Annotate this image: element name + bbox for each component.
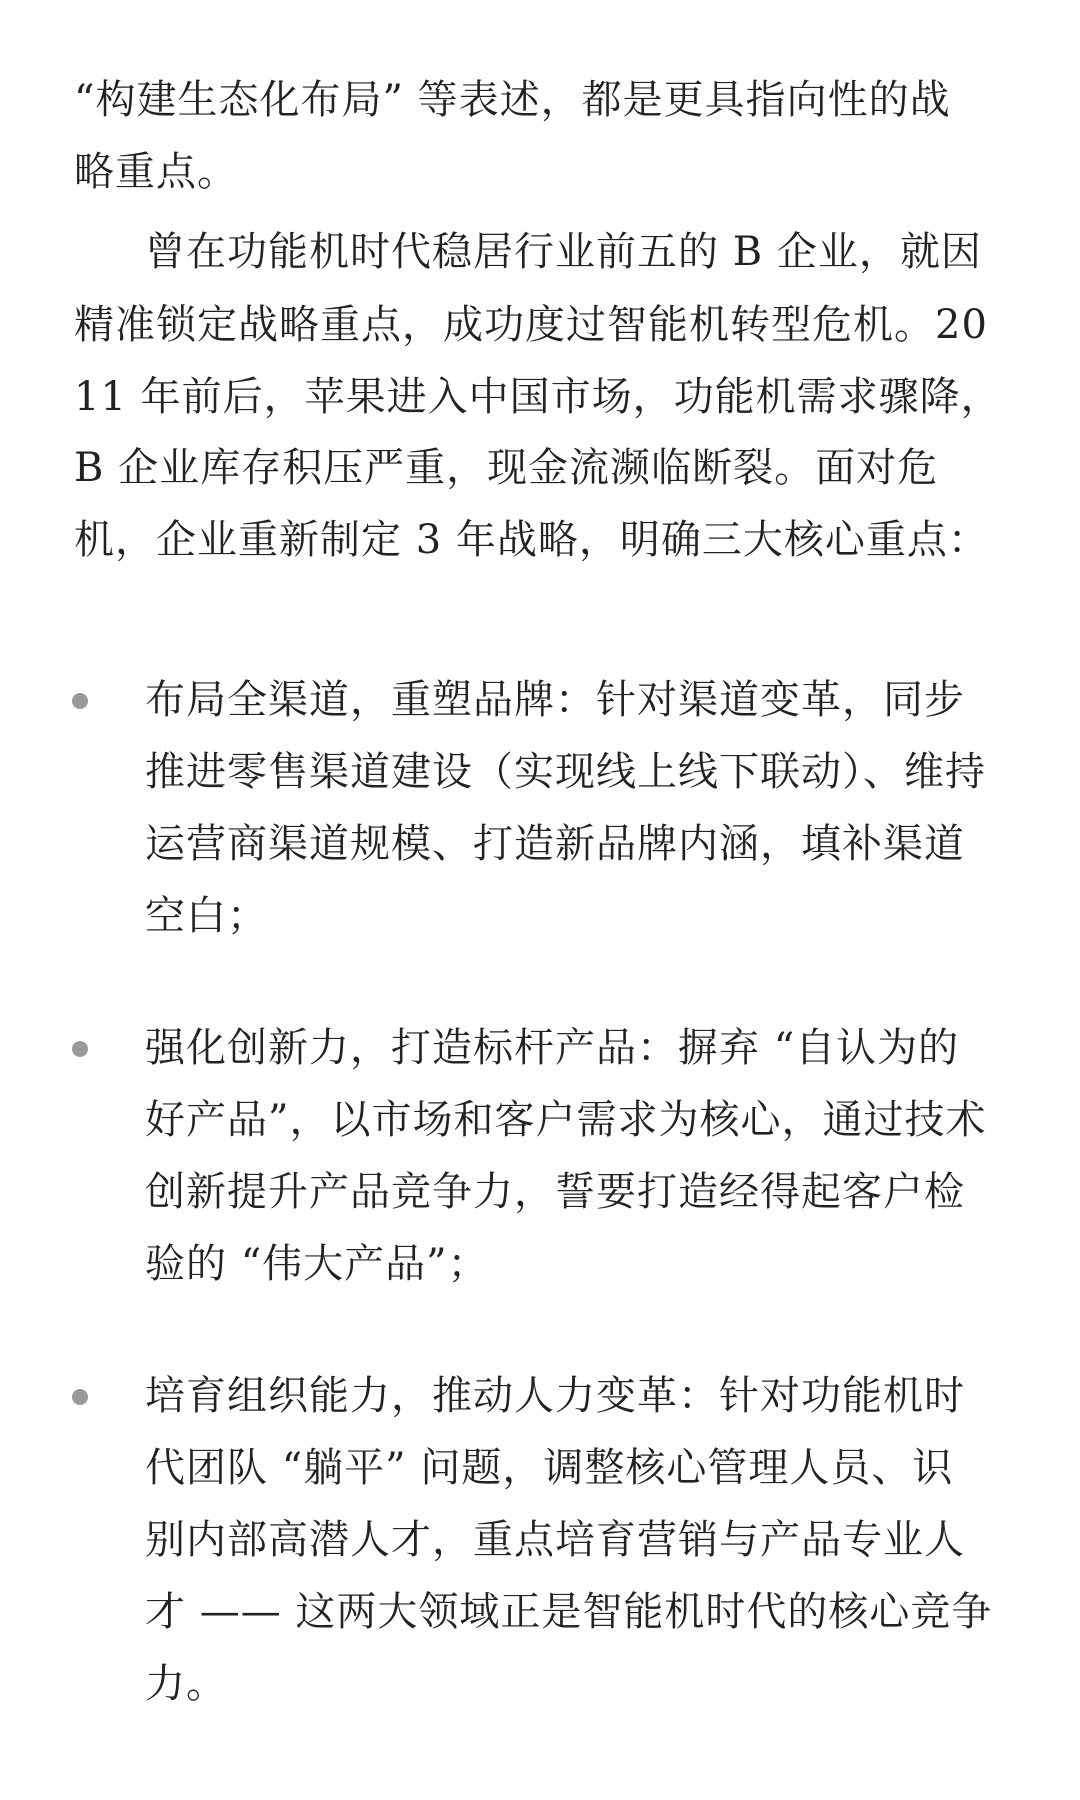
bullet-2-line-3: 创新提升产品竞争力，誓要打造经得起客户检	[145, 1169, 965, 1215]
paragraph-line-1: 曾在功能机时代稳居行业前五的 B 企业，就因	[145, 229, 982, 275]
paragraph-line-3: 11 年前后，苹果进入中国市场，功能机需求骤降，	[74, 374, 1002, 420]
paragraph-line-2: 精准锁定战略重点，成功度过智能机转型危机。20	[74, 302, 988, 348]
bullet-3-line-2: 代团队 “躺平” 问题，调整核心管理人员、识	[145, 1445, 954, 1491]
paragraph-line-4: B 企业库存积压严重，现金流濒临断裂。面对危	[74, 445, 939, 491]
bullet-2-line-1: 强化创新力，打造标杆产品：摒弃 “自认为的	[145, 1025, 960, 1071]
bullet-1-line-1: 布局全渠道，重塑品牌：针对渠道变革，同步	[145, 677, 965, 723]
bullet-1-line-3: 运营商渠道规模、打造新品牌内涵，填补渠道	[145, 821, 965, 867]
intro-line-2: 略重点。	[74, 149, 238, 195]
bullet-3-line-5: 力。	[145, 1661, 227, 1707]
bullet-dot-icon	[72, 693, 88, 709]
bullet-3-line-4: 才 —— 这两大领域正是智能机时代的核心竞争	[145, 1589, 993, 1635]
bullet-2-line-4: 验的 “伟大产品”；	[145, 1241, 489, 1287]
paragraph-line-5: 机，企业重新制定 3 年战略，明确三大核心重点：	[74, 517, 989, 563]
bullet-1-line-4: 空白；	[145, 893, 268, 939]
bullet-3-line-1: 培育组织能力，推动人力变革：针对功能机时	[145, 1373, 965, 1419]
bullet-2-line-2: 好产品”，以市场和客户需求为核心，通过技术	[145, 1097, 987, 1143]
bullet-dot-icon	[72, 1389, 88, 1405]
bullet-dot-icon	[72, 1041, 88, 1057]
bullet-1-line-2: 推进零售渠道建设（实现线上线下联动）、维持	[145, 749, 986, 795]
bullet-3-line-3: 别内部高潜人才，重点培育营销与产品专业人	[145, 1517, 965, 1563]
intro-line-1: “构建生态化布局” 等表述，都是更具指向性的战	[74, 77, 951, 123]
